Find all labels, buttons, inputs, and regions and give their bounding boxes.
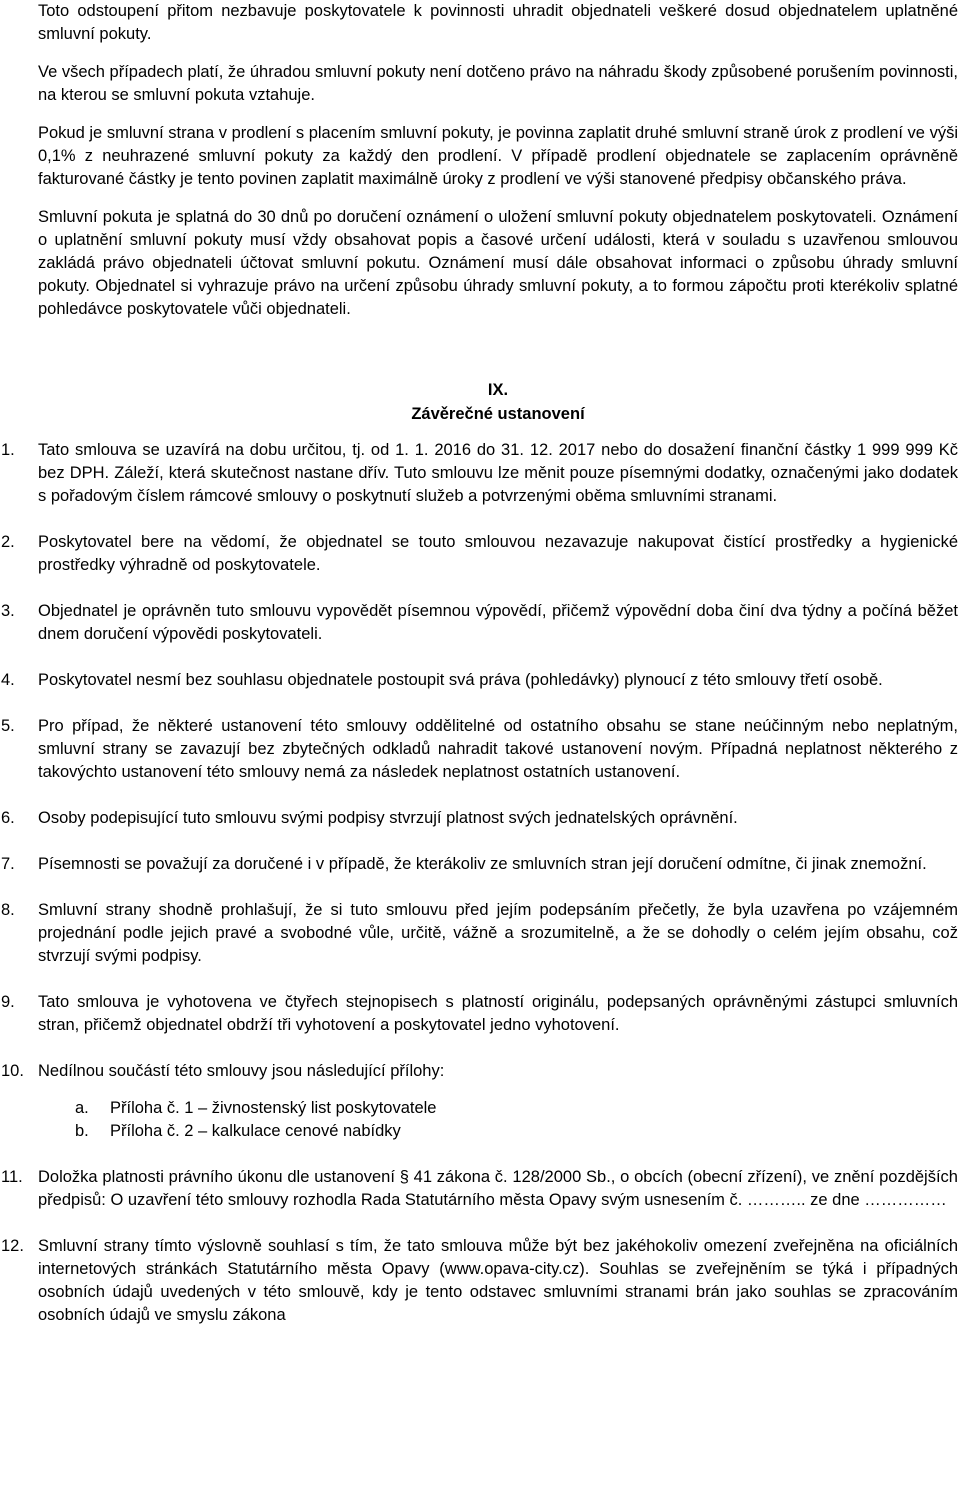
item-text: Osoby podepisující tuto smlouvu svými podpisy stvrzují platnost svých jednatelských oprávnění. — [38, 809, 738, 827]
attachments-list — [38, 1097, 958, 1143]
attachment-letter: b. — [75, 1122, 89, 1140]
item-text: Písemnosti se považují za doručené i v případě, že kterákoliv ze smluvních stran její doručení odmítne, či jinak znemožní. — [38, 855, 927, 873]
list-item — [1, 1235, 958, 1327]
item-number: 8. — [1, 901, 15, 919]
attachment-text: Příloha č. 1 – živnostenský list poskytovatele — [110, 1099, 437, 1117]
item-text: Objednatel je oprávněn tuto smlouvu vypovědět písemnou výpovědí, přičemž výpovědní doba činí dva týdny a počíná běžet dnem doručení výpovědi poskytovateli. — [38, 602, 958, 643]
item-number: 10. — [1, 1062, 24, 1080]
list-item — [1, 439, 958, 508]
paragraph-withdrawal: Toto odstoupení přitom nezbavuje poskytovatele k povinnosti uhradit objednateli veškeré dosud objednatelem uplatněné smluvní pokuty. — [38, 2, 958, 43]
list-item — [1, 807, 958, 830]
list-item — [1, 1060, 958, 1143]
item-text: Doložka platnosti právního úkonu dle ustanovení § 41 zákona č. 128/2000 Sb., o obcích (obecní zřízení), ve znění pozdějších předpisů: O uzavření této smlouvy rozhodla Rada Statutárního města Opavy svým usnesením č. ……….. ze dne …………… — [38, 1168, 958, 1209]
item-text: Pro případ, že některé ustanovení této smlouvy oddělitelné od ostatního obsahu se stane neúčinným nebo neplatným, smluvní strany se zavazují bez zbytečných odkladů nahradit takové ustanovení novým. Případná neplatnost některého z takovýchto ustanovení této smlouvy nemá za následek neplatnost ostatních ustanovení. — [38, 717, 958, 781]
list-item — [1, 899, 958, 968]
list-item — [1, 600, 958, 646]
section-number: IX. — [487, 381, 509, 399]
list-item — [1, 1166, 958, 1212]
item-number: 2. — [1, 533, 15, 551]
paragraph-damages: Ve všech případech platí, že úhradou smluvní pokuty není dotčeno právo na náhradu škody způsobené porušením povinnosti, na kterou se smluvní pokuta vztahuje. — [38, 63, 959, 104]
attachment-item — [75, 1097, 958, 1120]
section-heading — [38, 378, 958, 426]
list-item — [1, 853, 958, 876]
item-number: 9. — [1, 993, 15, 1011]
list-item — [1, 531, 958, 577]
item-text: Tato smlouva se uzavírá na dobu určitou, tj. od 1. 1. 2016 do 31. 12. 2017 nebo do dosažení finanční částky 1 999 999 Kč bez DPH. Záleží, která skutečnost nastane dřív. Tuto smlouvu lze měnit pouze písemnými dodatky, označenými jako dodatek s pořadovým číslem rámcové smlouvy o poskytnutí služeb a potvrzenými oběma smluvními stranami. — [38, 441, 958, 505]
item-text: Poskytovatel nesmí bez souhlasu objednatele postoupit svá práva (pohledávky) plynoucí z této smlouvy třetí osobě. — [38, 671, 883, 689]
provisions-list — [1, 439, 958, 1327]
item-number: 4. — [1, 671, 15, 689]
attachment-letter: a. — [75, 1099, 89, 1117]
list-item — [1, 991, 958, 1037]
section-title: Závěrečné ustanovení — [411, 405, 585, 423]
item-number: 12. — [1, 1237, 24, 1255]
list-item — [1, 715, 958, 784]
attachment-text: Příloha č. 2 – kalkulace cenové nabídky — [110, 1122, 401, 1140]
item-number: 3. — [1, 602, 15, 620]
item-number: 11. — [1, 1168, 23, 1186]
attachment-item — [75, 1120, 958, 1143]
item-text: Smluvní strany shodně prohlašují, že si tuto smlouvu před jejím podepsáním přečetly, že byla uzavřena po vzájemném projednání podle jejich pravé a svobodné vůle, určitě, vážně a srozumitelně, a že se dohodly o celém jejím obsahu, což stvrzují svými podpisy. — [38, 901, 958, 965]
list-item — [1, 669, 958, 692]
item-number: 6. — [1, 809, 15, 827]
item-text: Nedílnou součástí této smlouvy jsou následující přílohy: — [38, 1062, 445, 1080]
item-number: 1. — [1, 441, 15, 459]
item-number: 7. — [1, 855, 15, 873]
item-number: 5. — [1, 717, 15, 735]
item-text: Poskytovatel bere na vědomí, že objednatel se touto smlouvou nezavazuje nakupovat čistící prostředky a hygienické prostředky výhradně od poskytovatele. — [38, 533, 958, 574]
paragraph-penalty-due: Smluvní pokuta je splatná do 30 dnů po doručení oznámení o uložení smluvní pokuty objednatelem poskytovateli. Oznámení o uplatnění smluvní pokuty musí vždy obsahovat popis a časové určení události, která v souladu s uzavřenou smlouvou zakládá právo objednateli účtovat smluvní pokutu. Oznámení musí dále obsahovat informaci o způsobu úhrady smluvní pokuty. Objednatel si vyhrazuje právo na určení způsobu úhrady smluvní pokuty, a to formou zápočtu proti kterékoliv splatné pohledávce poskytovatele vůči objednateli. — [38, 208, 958, 318]
item-text: Tato smlouva je vyhotovena ve čtyřech stejnopisech s platností originálu, podepsaných oprávněnými zástupci smluvních stran, přičemž objednatel obdrží tři vyhotovení a poskytovatel jedno vyhotovení. — [38, 993, 958, 1034]
item-text: Smluvní strany tímto výslovně souhlasí s tím, že tato smlouva může být bez jakéhokoliv omezení zveřejněna na oficiálních internetových stránkách Statutárního města Opavy (www.opava-city.cz). Souhlas se zveřejněním se týká i případných osobních údajů uvedených v této smlouvě, kdy je tento odstavec smluvními stranami brán jako souhlas se zpracováním osobních údajů ve smyslu zákona — [38, 1237, 958, 1324]
paragraph-late-interest: Pokud je smluvní strana v prodlení s placením smluvní pokuty, je povinna zaplatit druhé smluvní straně úrok z prodlení ve výši 0,1% z neuhrazené smluvní pokuty za každý den prodlení. V případě prodlení objednatele se zaplacením oprávněně fakturované částky je tento povinen zaplatit maximálně úroky z prodlení ve výši stanovené předpisy občanského práva. — [38, 124, 958, 188]
